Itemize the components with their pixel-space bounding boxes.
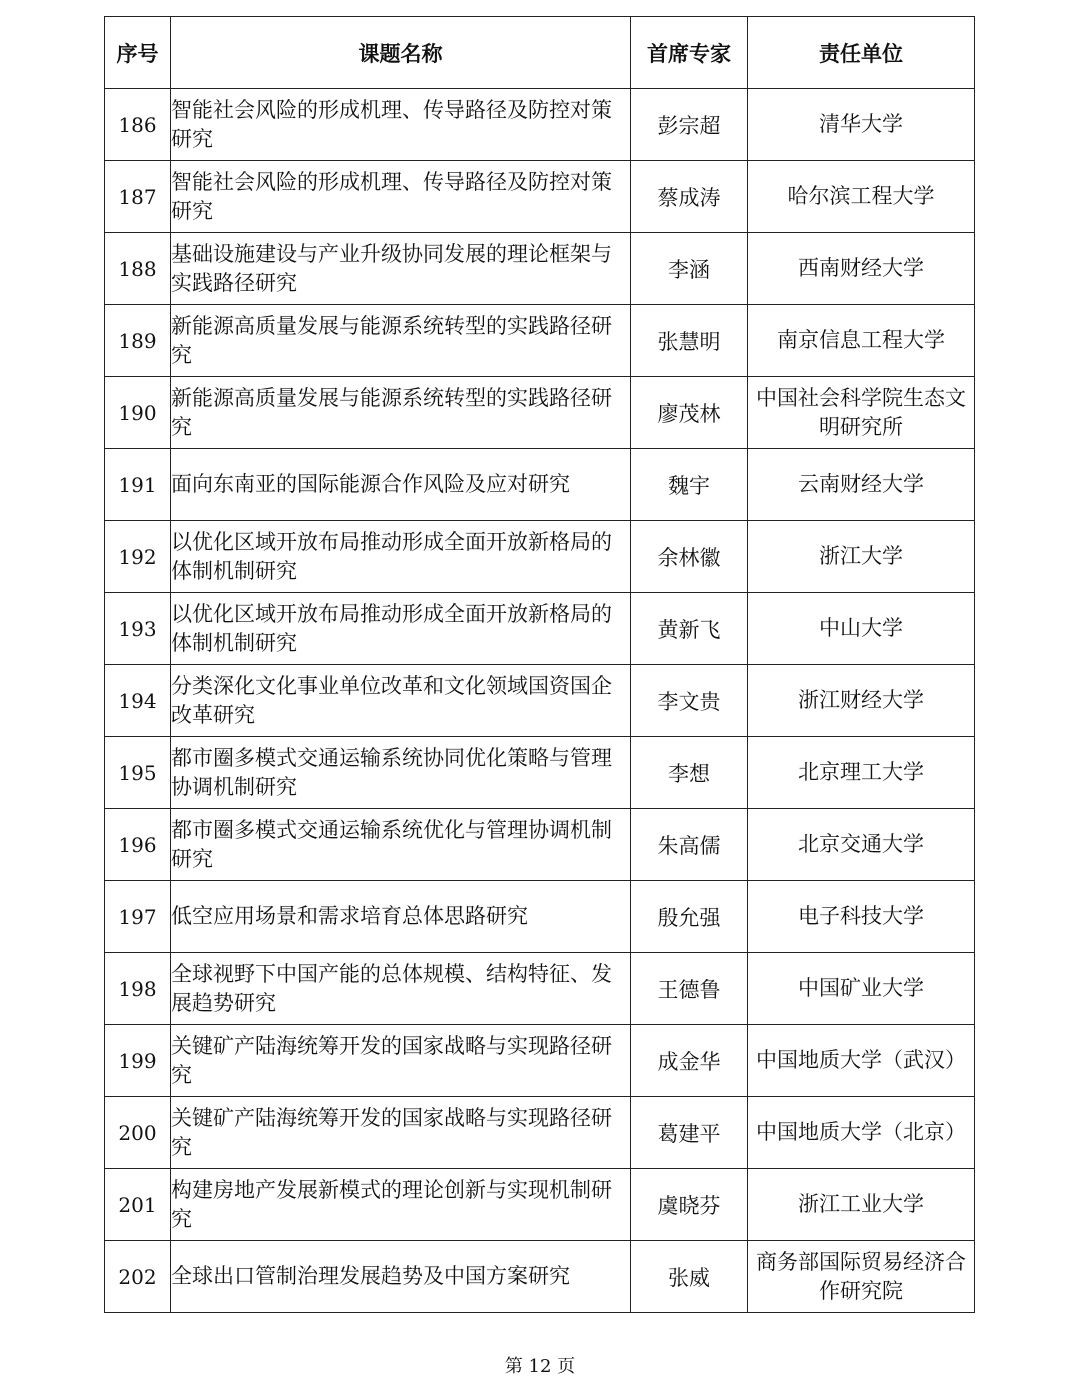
row-expert: 葛建平	[631, 1097, 748, 1169]
row-expert: 王德鲁	[631, 953, 748, 1025]
row-number: 188	[105, 233, 171, 305]
row-expert: 蔡成涛	[631, 161, 748, 233]
row-topic: 全球视野下中国产能的总体规模、结构特征、发展趋势研究	[171, 953, 631, 1025]
row-expert: 张慧明	[631, 305, 748, 377]
row-expert: 李想	[631, 737, 748, 809]
row-expert: 廖茂林	[631, 377, 748, 449]
row-unit: 西南财经大学	[748, 233, 975, 305]
row-topic: 都市圈多模式交通运输系统协同优化策略与管理协调机制研究	[171, 737, 631, 809]
table-row	[105, 1169, 975, 1241]
row-expert: 黄新飞	[631, 593, 748, 665]
row-expert: 成金华	[631, 1025, 748, 1097]
row-topic: 低空应用场景和需求培育总体思路研究	[171, 881, 631, 953]
header-chief-expert: 首席专家	[631, 17, 748, 89]
row-unit: 北京理工大学	[748, 737, 975, 809]
page-number: 第 12 页	[504, 1356, 576, 1377]
row-unit: 中国地质大学（北京）	[748, 1097, 975, 1169]
row-number: 198	[105, 953, 171, 1025]
row-expert: 张威	[631, 1241, 748, 1313]
row-unit: 中山大学	[748, 593, 975, 665]
table-row	[105, 1241, 975, 1313]
table-header	[105, 17, 975, 89]
table-body	[105, 89, 975, 1313]
project-list-table	[104, 16, 975, 1313]
row-topic: 都市圈多模式交通运输系统优化与管理协调机制研究	[171, 809, 631, 881]
row-topic: 关键矿产陆海统筹开发的国家战略与实现路径研究	[171, 1097, 631, 1169]
row-unit: 浙江大学	[748, 521, 975, 593]
row-topic: 以优化区域开放布局推动形成全面开放新格局的体制机制研究	[171, 593, 631, 665]
header-responsible-unit: 责任单位	[748, 17, 975, 89]
row-unit: 中国地质大学（武汉）	[748, 1025, 975, 1097]
table-row	[105, 881, 975, 953]
table-row	[105, 1097, 975, 1169]
row-topic: 新能源高质量发展与能源系统转型的实践路径研究	[171, 305, 631, 377]
table-row	[105, 305, 975, 377]
row-number: 186	[105, 89, 171, 161]
row-unit: 云南财经大学	[748, 449, 975, 521]
row-number: 192	[105, 521, 171, 593]
row-number: 199	[105, 1025, 171, 1097]
table-row	[105, 377, 975, 449]
table-row	[105, 521, 975, 593]
row-expert: 朱高儒	[631, 809, 748, 881]
row-number: 195	[105, 737, 171, 809]
row-topic: 构建房地产发展新模式的理论创新与实现机制研究	[171, 1169, 631, 1241]
header-row	[105, 17, 975, 89]
table-row	[105, 449, 975, 521]
row-number: 197	[105, 881, 171, 953]
table-row	[105, 665, 975, 737]
row-topic: 以优化区域开放布局推动形成全面开放新格局的体制机制研究	[171, 521, 631, 593]
row-expert: 李文贵	[631, 665, 748, 737]
row-topic: 基础设施建设与产业升级协同发展的理论框架与实践路径研究	[171, 233, 631, 305]
row-unit: 哈尔滨工程大学	[748, 161, 975, 233]
header-serial-number: 序号	[105, 17, 171, 89]
row-number: 200	[105, 1097, 171, 1169]
row-topic: 新能源高质量发展与能源系统转型的实践路径研究	[171, 377, 631, 449]
row-topic: 面向东南亚的国际能源合作风险及应对研究	[171, 449, 631, 521]
row-topic: 分类深化文化事业单位改革和文化领域国资国企改革研究	[171, 665, 631, 737]
table-row	[105, 233, 975, 305]
row-topic: 智能社会风险的形成机理、传导路径及防控对策研究	[171, 89, 631, 161]
row-number: 201	[105, 1169, 171, 1241]
row-number: 194	[105, 665, 171, 737]
table-row	[105, 89, 975, 161]
row-number: 190	[105, 377, 171, 449]
row-number: 193	[105, 593, 171, 665]
row-number: 189	[105, 305, 171, 377]
row-unit: 电子科技大学	[748, 881, 975, 953]
row-topic: 全球出口管制治理发展趋势及中国方案研究	[171, 1241, 631, 1313]
row-expert: 李涵	[631, 233, 748, 305]
row-unit: 清华大学	[748, 89, 975, 161]
table-row	[105, 1025, 975, 1097]
table-row	[105, 593, 975, 665]
table-row	[105, 953, 975, 1025]
row-number: 202	[105, 1241, 171, 1313]
row-expert: 殷允强	[631, 881, 748, 953]
row-expert: 余林徽	[631, 521, 748, 593]
table-row	[105, 809, 975, 881]
row-number: 191	[105, 449, 171, 521]
row-unit: 中国矿业大学	[748, 953, 975, 1025]
row-topic: 智能社会风险的形成机理、传导路径及防控对策研究	[171, 161, 631, 233]
row-number: 187	[105, 161, 171, 233]
row-expert: 魏宇	[631, 449, 748, 521]
row-unit: 中国社会科学院生态文明研究所	[748, 377, 975, 449]
row-unit: 浙江工业大学	[748, 1169, 975, 1241]
row-unit: 商务部国际贸易经济合作研究院	[748, 1241, 975, 1313]
row-unit: 北京交通大学	[748, 809, 975, 881]
table-row	[105, 737, 975, 809]
header-topic-name: 课题名称	[171, 17, 631, 89]
row-unit: 浙江财经大学	[748, 665, 975, 737]
row-expert: 彭宗超	[631, 89, 748, 161]
row-expert: 虞晓芬	[631, 1169, 748, 1241]
table-row	[105, 161, 975, 233]
row-topic: 关键矿产陆海统筹开发的国家战略与实现路径研究	[171, 1025, 631, 1097]
row-number: 196	[105, 809, 171, 881]
row-unit: 南京信息工程大学	[748, 305, 975, 377]
